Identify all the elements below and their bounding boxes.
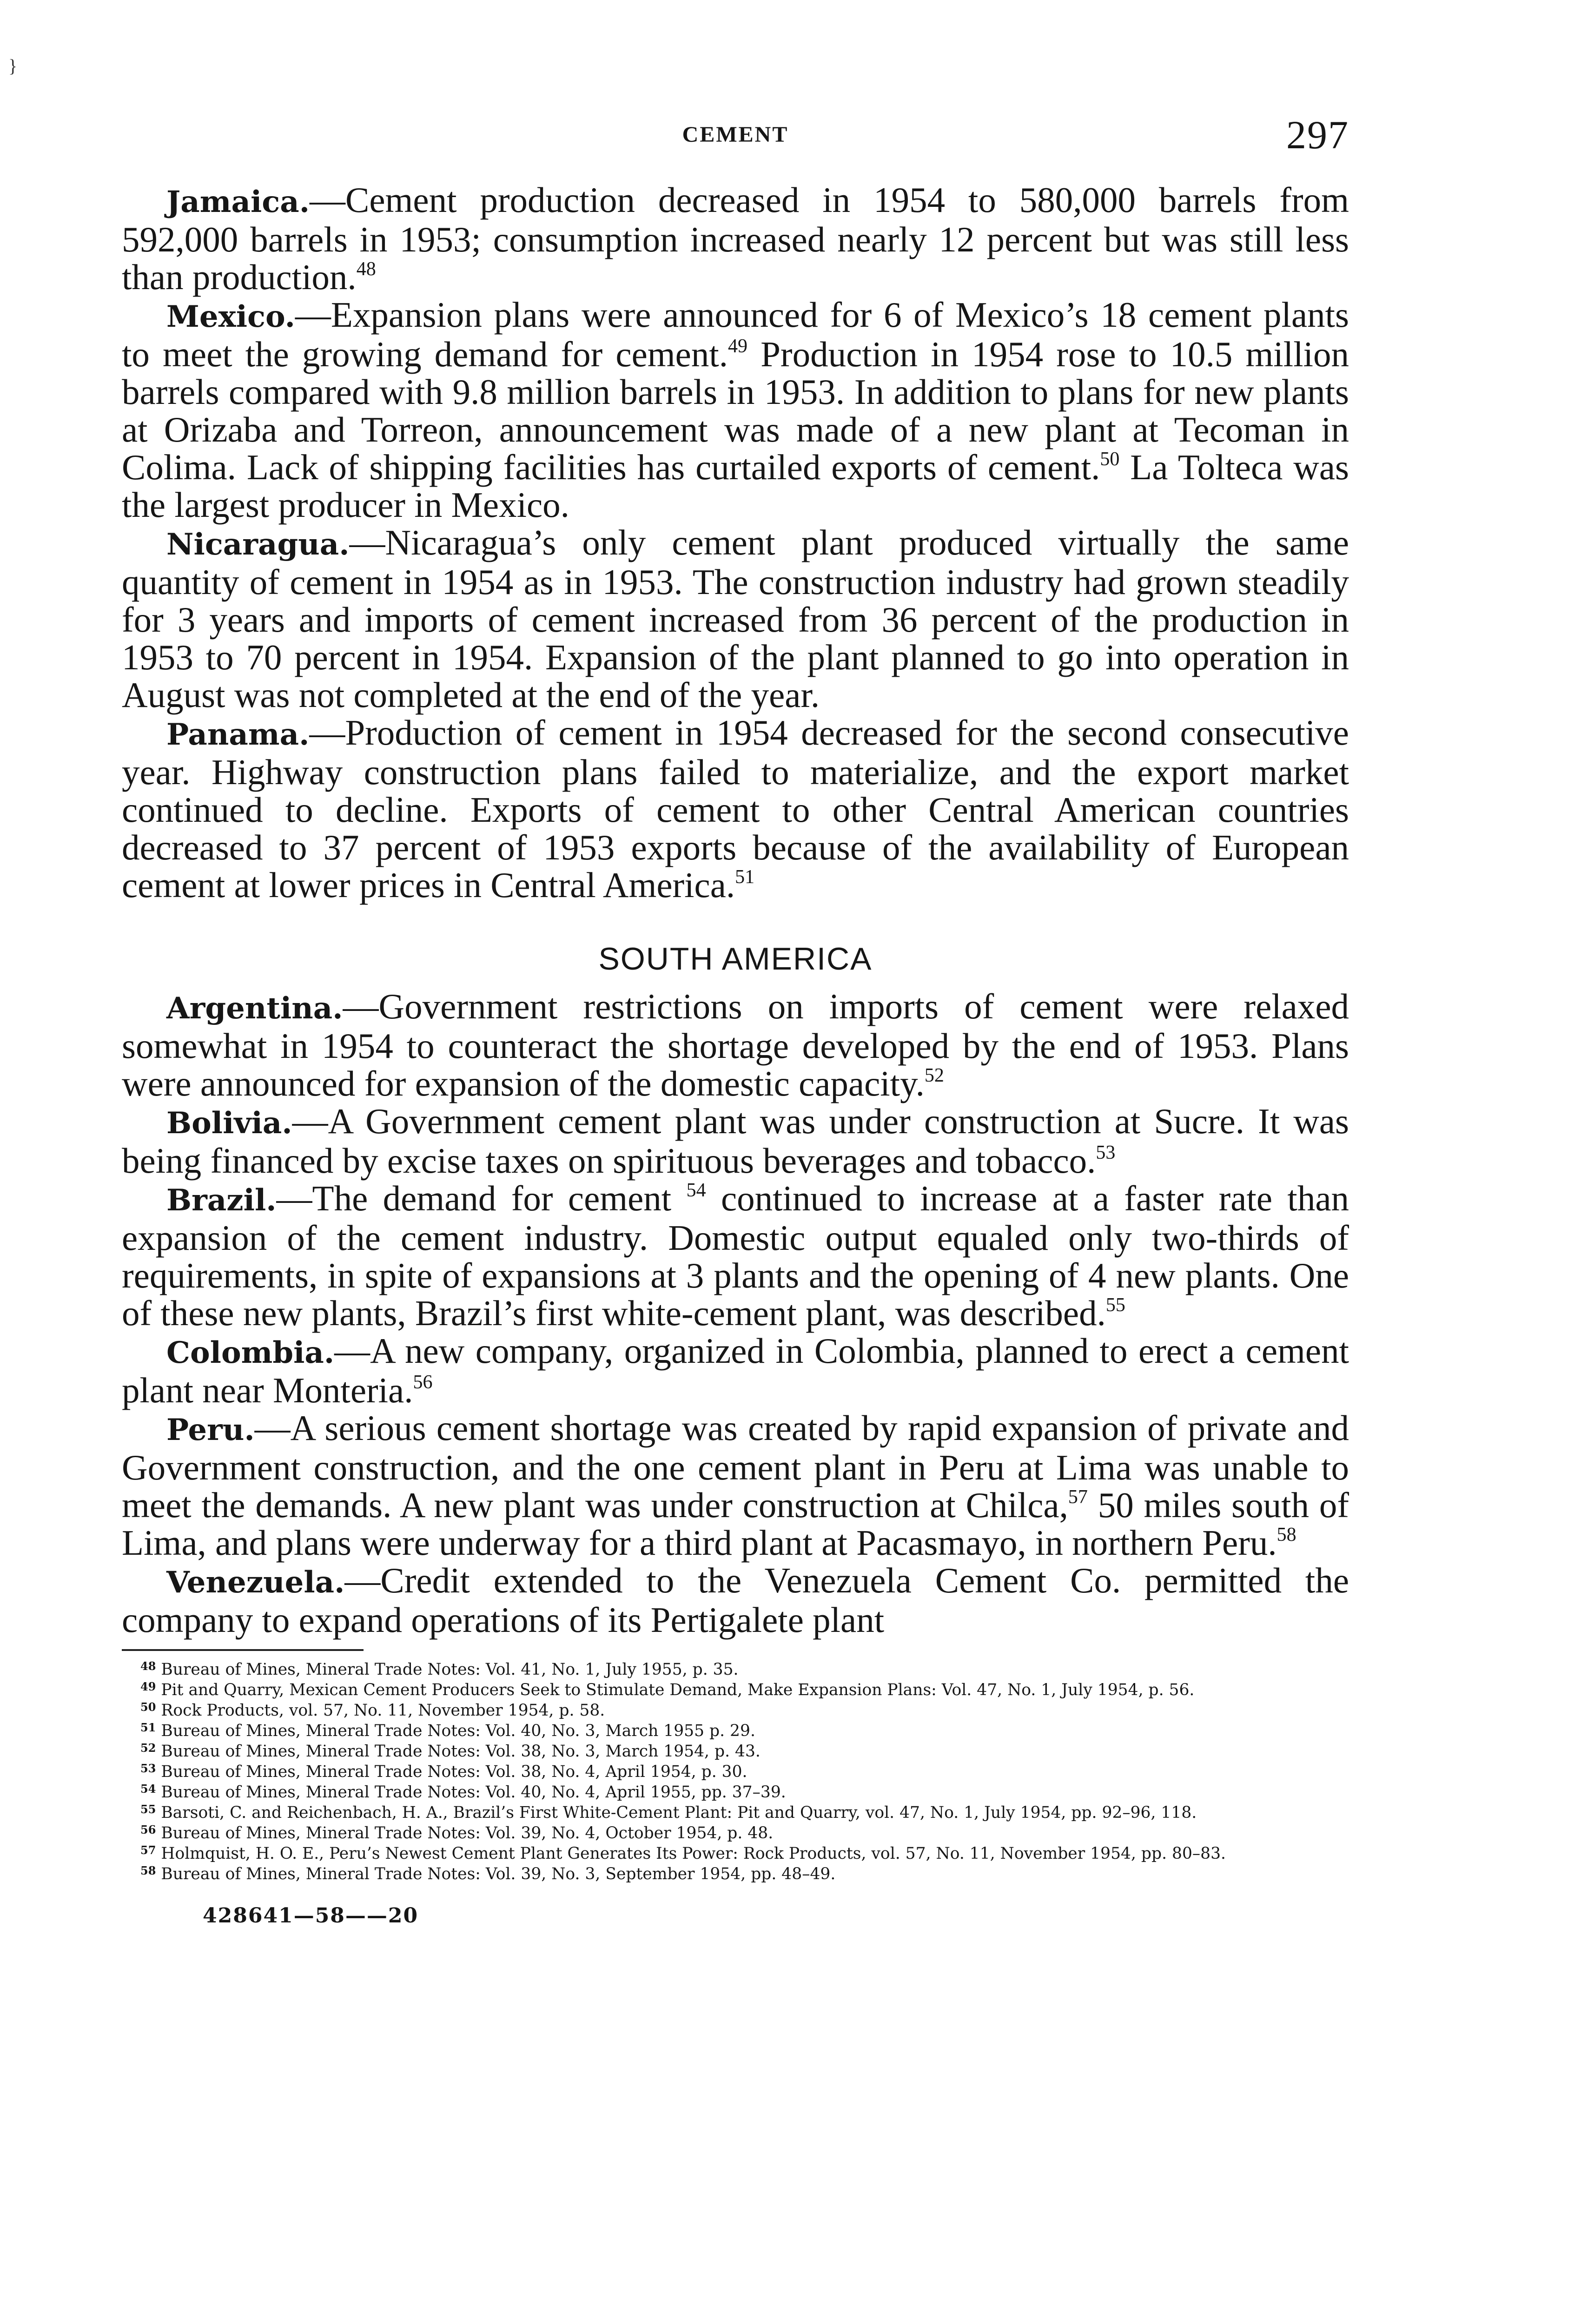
paragraph-text: 50 miles south of Lima, and plans were underway for a third plant at Pacasmayo, in northern Peru. bbox=[122, 1485, 1349, 1563]
footnote-58 bbox=[122, 1864, 1349, 1884]
footnote-text: Bureau of Mines, Mineral Trade Notes: Vol. 40, No. 3, March 1955 p. 29. bbox=[156, 1722, 755, 1740]
footnote-text: Bureau of Mines, Mineral Trade Notes: Vol. 40, No. 4, April 1955, pp. 37–39. bbox=[156, 1783, 786, 1802]
paragraph-group-central-america bbox=[122, 181, 1349, 904]
footnote-text: Holmquist, H. O. E., Peru’s Newest Cement Plant Generates Its Power: Rock Products, vol. 57, No. 11, November 1954, pp. 80–83. bbox=[156, 1844, 1226, 1863]
page-number: 297 bbox=[1286, 112, 1349, 157]
footnote-number: 54 bbox=[140, 1782, 156, 1796]
margin-mark: } bbox=[8, 55, 18, 76]
country-heading: Nicaragua. bbox=[166, 527, 350, 562]
footnote-text: Barsoti, C. and Reichenbach, H. A., Brazil’s First White-Cement Plant: Pit and Quarry, vol. 47, No. 1, July 1954, pp. 92–96, 118. bbox=[156, 1803, 1197, 1822]
paragraph-panama bbox=[122, 714, 1349, 904]
country-heading: Brazil. bbox=[166, 1183, 277, 1218]
footnote-53 bbox=[122, 1762, 1349, 1782]
footnote-ref: 52 bbox=[924, 1065, 944, 1086]
footnote-55 bbox=[122, 1802, 1349, 1823]
footnote-text: Bureau of Mines, Mineral Trade Notes: Vol. 38, No. 4, April 1954, p. 30. bbox=[156, 1763, 747, 1781]
country-heading: Panama. bbox=[166, 717, 310, 752]
footnote-ref: 57 bbox=[1068, 1486, 1088, 1508]
footnote-number: 58 bbox=[140, 1864, 156, 1877]
running-head bbox=[122, 112, 1349, 163]
footnote-number: 57 bbox=[140, 1843, 156, 1857]
footnote-text: Pit and Quarry, Mexican Cement Producers Seek to Stimulate Demand, Make Expansion Plans: Vol. 47, No. 1, July 1954, p. 56. bbox=[156, 1681, 1195, 1699]
page-title: CEMENT bbox=[682, 122, 789, 147]
footnote-54 bbox=[122, 1782, 1349, 1802]
paragraph-text: —A new company, organized in Colombia, planned to erect a cement plant near Monteria. bbox=[122, 1331, 1349, 1410]
paragraph-text: —Cement production decreased in 1954 to 580,000 barrels from 592,000 barrels in 1953; consumption increased nearly 12 percent but was still less than production. bbox=[122, 180, 1349, 297]
footnotes bbox=[122, 1659, 1349, 1884]
paragraph-text: continued to increase at a faster rate than expansion of the cement industry. Domestic output equaled only two-thirds of requirements, in spite of expansions at 3 plants and the opening of 4 new plants. One of these new plants, Brazil’s first white-cement plant, was described. bbox=[122, 1178, 1349, 1333]
section-heading: SOUTH AMERICA bbox=[598, 941, 873, 977]
paragraph-text: —Government restrictions on imports of cement were relaxed somewhat in 1954 to counteract the shortage developed by the end of 1953. Plans were announced for expansion of the domestic capacity. bbox=[122, 986, 1349, 1103]
printer-imprint: 428641—58——20 bbox=[203, 1904, 419, 1928]
paragraph-text: —Credit extended to the Venezuela Cement Co. permitted the company to expand operations of its Pertigalete plant bbox=[122, 1560, 1349, 1640]
footnote-51 bbox=[122, 1721, 1349, 1741]
paragraph-text: —A Government cement plant was under construction at Sucre. It was being financed by excise taxes on spirituous beverages and tobacco. bbox=[122, 1101, 1349, 1181]
footnote-number: 49 bbox=[140, 1680, 156, 1693]
footnote-rule bbox=[122, 1649, 364, 1651]
paragraph-text: Production in 1954 rose to 10.5 million barrels compared with 9.8 million barrels in 1953. In addition to plans for new plants at Orizaba and Torreon, announcement was made of a new plant at Tecoman in Colima. Lack of shipping facilities has curtailed exports of cement. bbox=[122, 334, 1349, 487]
footnote-ref: 54 bbox=[686, 1180, 706, 1201]
footnote-number: 48 bbox=[140, 1659, 156, 1673]
country-heading: Argentina. bbox=[166, 991, 343, 1026]
footnote-number: 55 bbox=[140, 1802, 156, 1816]
footnote-56 bbox=[122, 1823, 1349, 1843]
paragraph-bolivia bbox=[122, 1103, 1349, 1180]
footnote-ref: 51 bbox=[735, 866, 755, 888]
footnote-50 bbox=[122, 1700, 1349, 1721]
footnote-ref: 53 bbox=[1096, 1142, 1116, 1163]
paragraph-colombia bbox=[122, 1332, 1349, 1409]
footnote-ref: 55 bbox=[1105, 1294, 1125, 1316]
footnote-text: Bureau of Mines, Mineral Trade Notes: Vol. 39, No. 4, October 1954, p. 48. bbox=[156, 1824, 774, 1842]
paragraph-text: —A serious cement shortage was created by rapid expansion of private and Government construction, and the one cement plant in Peru at Lima was unable to meet the demands. A new plant was under construction at Chilca, bbox=[122, 1408, 1349, 1525]
footnote-text: Rock Products, vol. 57, No. 11, November 1954, p. 58. bbox=[156, 1701, 605, 1720]
document-page bbox=[122, 112, 1349, 1928]
footnote-number: 53 bbox=[140, 1762, 156, 1775]
footnote-52 bbox=[122, 1741, 1349, 1762]
footnote-number: 51 bbox=[140, 1721, 156, 1734]
country-heading: Colombia. bbox=[166, 1335, 335, 1370]
paragraph-group-south-america bbox=[122, 988, 1349, 1639]
footnote-text: Bureau of Mines, Mineral Trade Notes: Vol. 39, No. 3, September 1954, pp. 48–49. bbox=[156, 1865, 836, 1883]
country-heading: Peru. bbox=[166, 1413, 255, 1447]
paragraph-nicaragua bbox=[122, 524, 1349, 714]
footnote-ref: 49 bbox=[728, 336, 747, 357]
footnote-ref: 56 bbox=[413, 1372, 433, 1393]
paragraph-argentina bbox=[122, 988, 1349, 1103]
paragraph-peru bbox=[122, 1409, 1349, 1562]
country-heading: Venezuela. bbox=[166, 1565, 345, 1600]
footnote-number: 52 bbox=[140, 1741, 156, 1755]
footnote-57 bbox=[122, 1843, 1349, 1864]
footnote-text: Bureau of Mines, Mineral Trade Notes: Vol. 41, No. 1, July 1955, p. 35. bbox=[156, 1660, 739, 1679]
footnote-ref: 50 bbox=[1100, 449, 1120, 470]
footnote-48 bbox=[122, 1659, 1349, 1680]
paragraph-jamaica bbox=[122, 181, 1349, 296]
footnote-number: 56 bbox=[140, 1823, 156, 1836]
body-text bbox=[122, 181, 1349, 1639]
paragraph-venezuela bbox=[122, 1562, 1349, 1639]
footnote-number: 50 bbox=[140, 1700, 156, 1714]
paragraph-text: La Tolteca was the largest producer in Mexico. bbox=[122, 447, 1349, 525]
country-heading: Jamaica. bbox=[166, 185, 310, 219]
footnote-text: Bureau of Mines, Mineral Trade Notes: Vol. 38, No. 3, March 1954, p. 43. bbox=[156, 1742, 761, 1761]
footnote-ref: 48 bbox=[356, 258, 376, 280]
paragraph-text: —Expansion plans were announced for 6 of Mexico’s 18 cement plants to meet the growing demand for cement. bbox=[122, 295, 1349, 374]
footnote-ref: 58 bbox=[1276, 1524, 1296, 1545]
paragraph-text: —The demand for cement bbox=[276, 1178, 687, 1218]
paragraph-text: —Nicaragua’s only cement plant produced virtually the same quantity of cement in 1954 as in 1953. The construction industry had grown steadily for 3 years and imports of cement increased from 36 percent of the production in 1953 to 70 percent in 1954. Expansion of the plant planned to go into operation in August was not completed at the end of the year. bbox=[122, 522, 1349, 715]
paragraph-brazil bbox=[122, 1180, 1349, 1332]
paragraph-mexico bbox=[122, 296, 1349, 524]
footnote-49 bbox=[122, 1680, 1349, 1700]
country-heading: Mexico. bbox=[166, 299, 295, 334]
paragraph-text: —Production of cement in 1954 decreased for the second consecutive year. Highway construction plans failed to materialize, and the export market continued to decline. Exports of cement to other Central American countries decreased to 37 percent of 1953 exports because of the availability of European cement at lower prices in Central America. bbox=[122, 713, 1349, 905]
country-heading: Bolivia. bbox=[166, 1106, 292, 1141]
